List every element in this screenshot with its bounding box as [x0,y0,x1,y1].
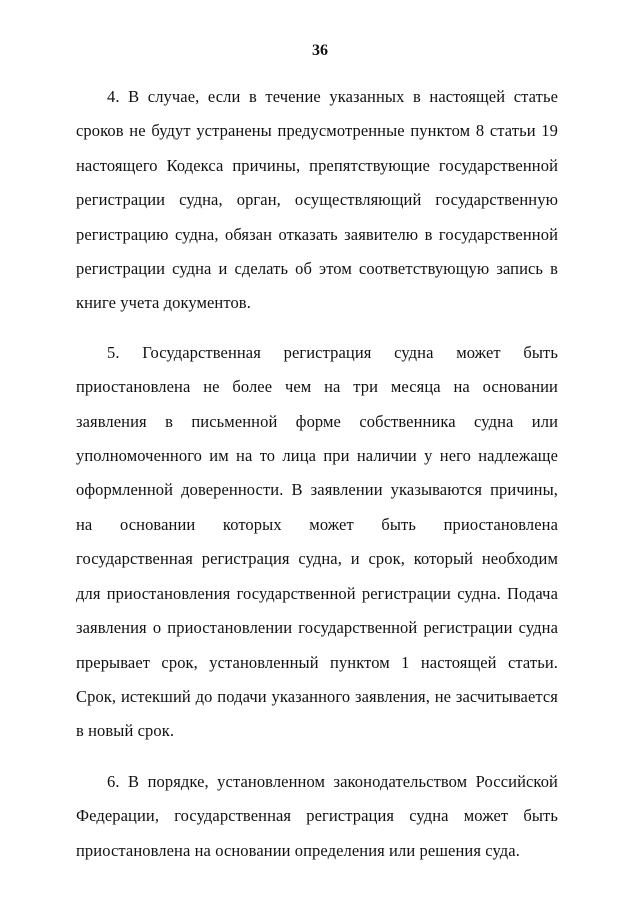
page-number: 36 [312,42,328,59]
paragraph-6: 6. В порядке, установленном законодательством Российской Федерации, государственная регистрация судна может быть приостановлена на основании определения или решения суда. [76,771,558,860]
body-text [76,80,558,883]
paragraph-5: 5. Государственная регистрация судна может быть приостановлена не более чем на три месяца на основании заявления в письменной форме собственника судна или уполномоченного им на то лица при наличии у него надлежаще оформленной доверенности. В заявлении указываются причины, на основании которых может быть приостановлена государственная регистрация судна, и срок, который необходим для приостановления государственной регистрации судна. Подача заявления о приостановлении государственной регистрации судна прерывает срок, установленный пунктом 1 настоящей статьи. Срок, истекший до подачи указанного заявления, не засчитывается в новый срок. [76,342,558,741]
paragraph-4: 4. В случае, если в течение указанных в настоящей статье сроков не будут устранены предусмотренные пунктом 8 статьи 19 настоящего Кодекса причины, препятствующие государственной регистрации судна, орган, осуществляющий государственную регистрацию судна, обязан отказать заявителю в государственной регистрации судна и сделать об этом соответствующую запись в книге учета документов. [76,87,558,313]
